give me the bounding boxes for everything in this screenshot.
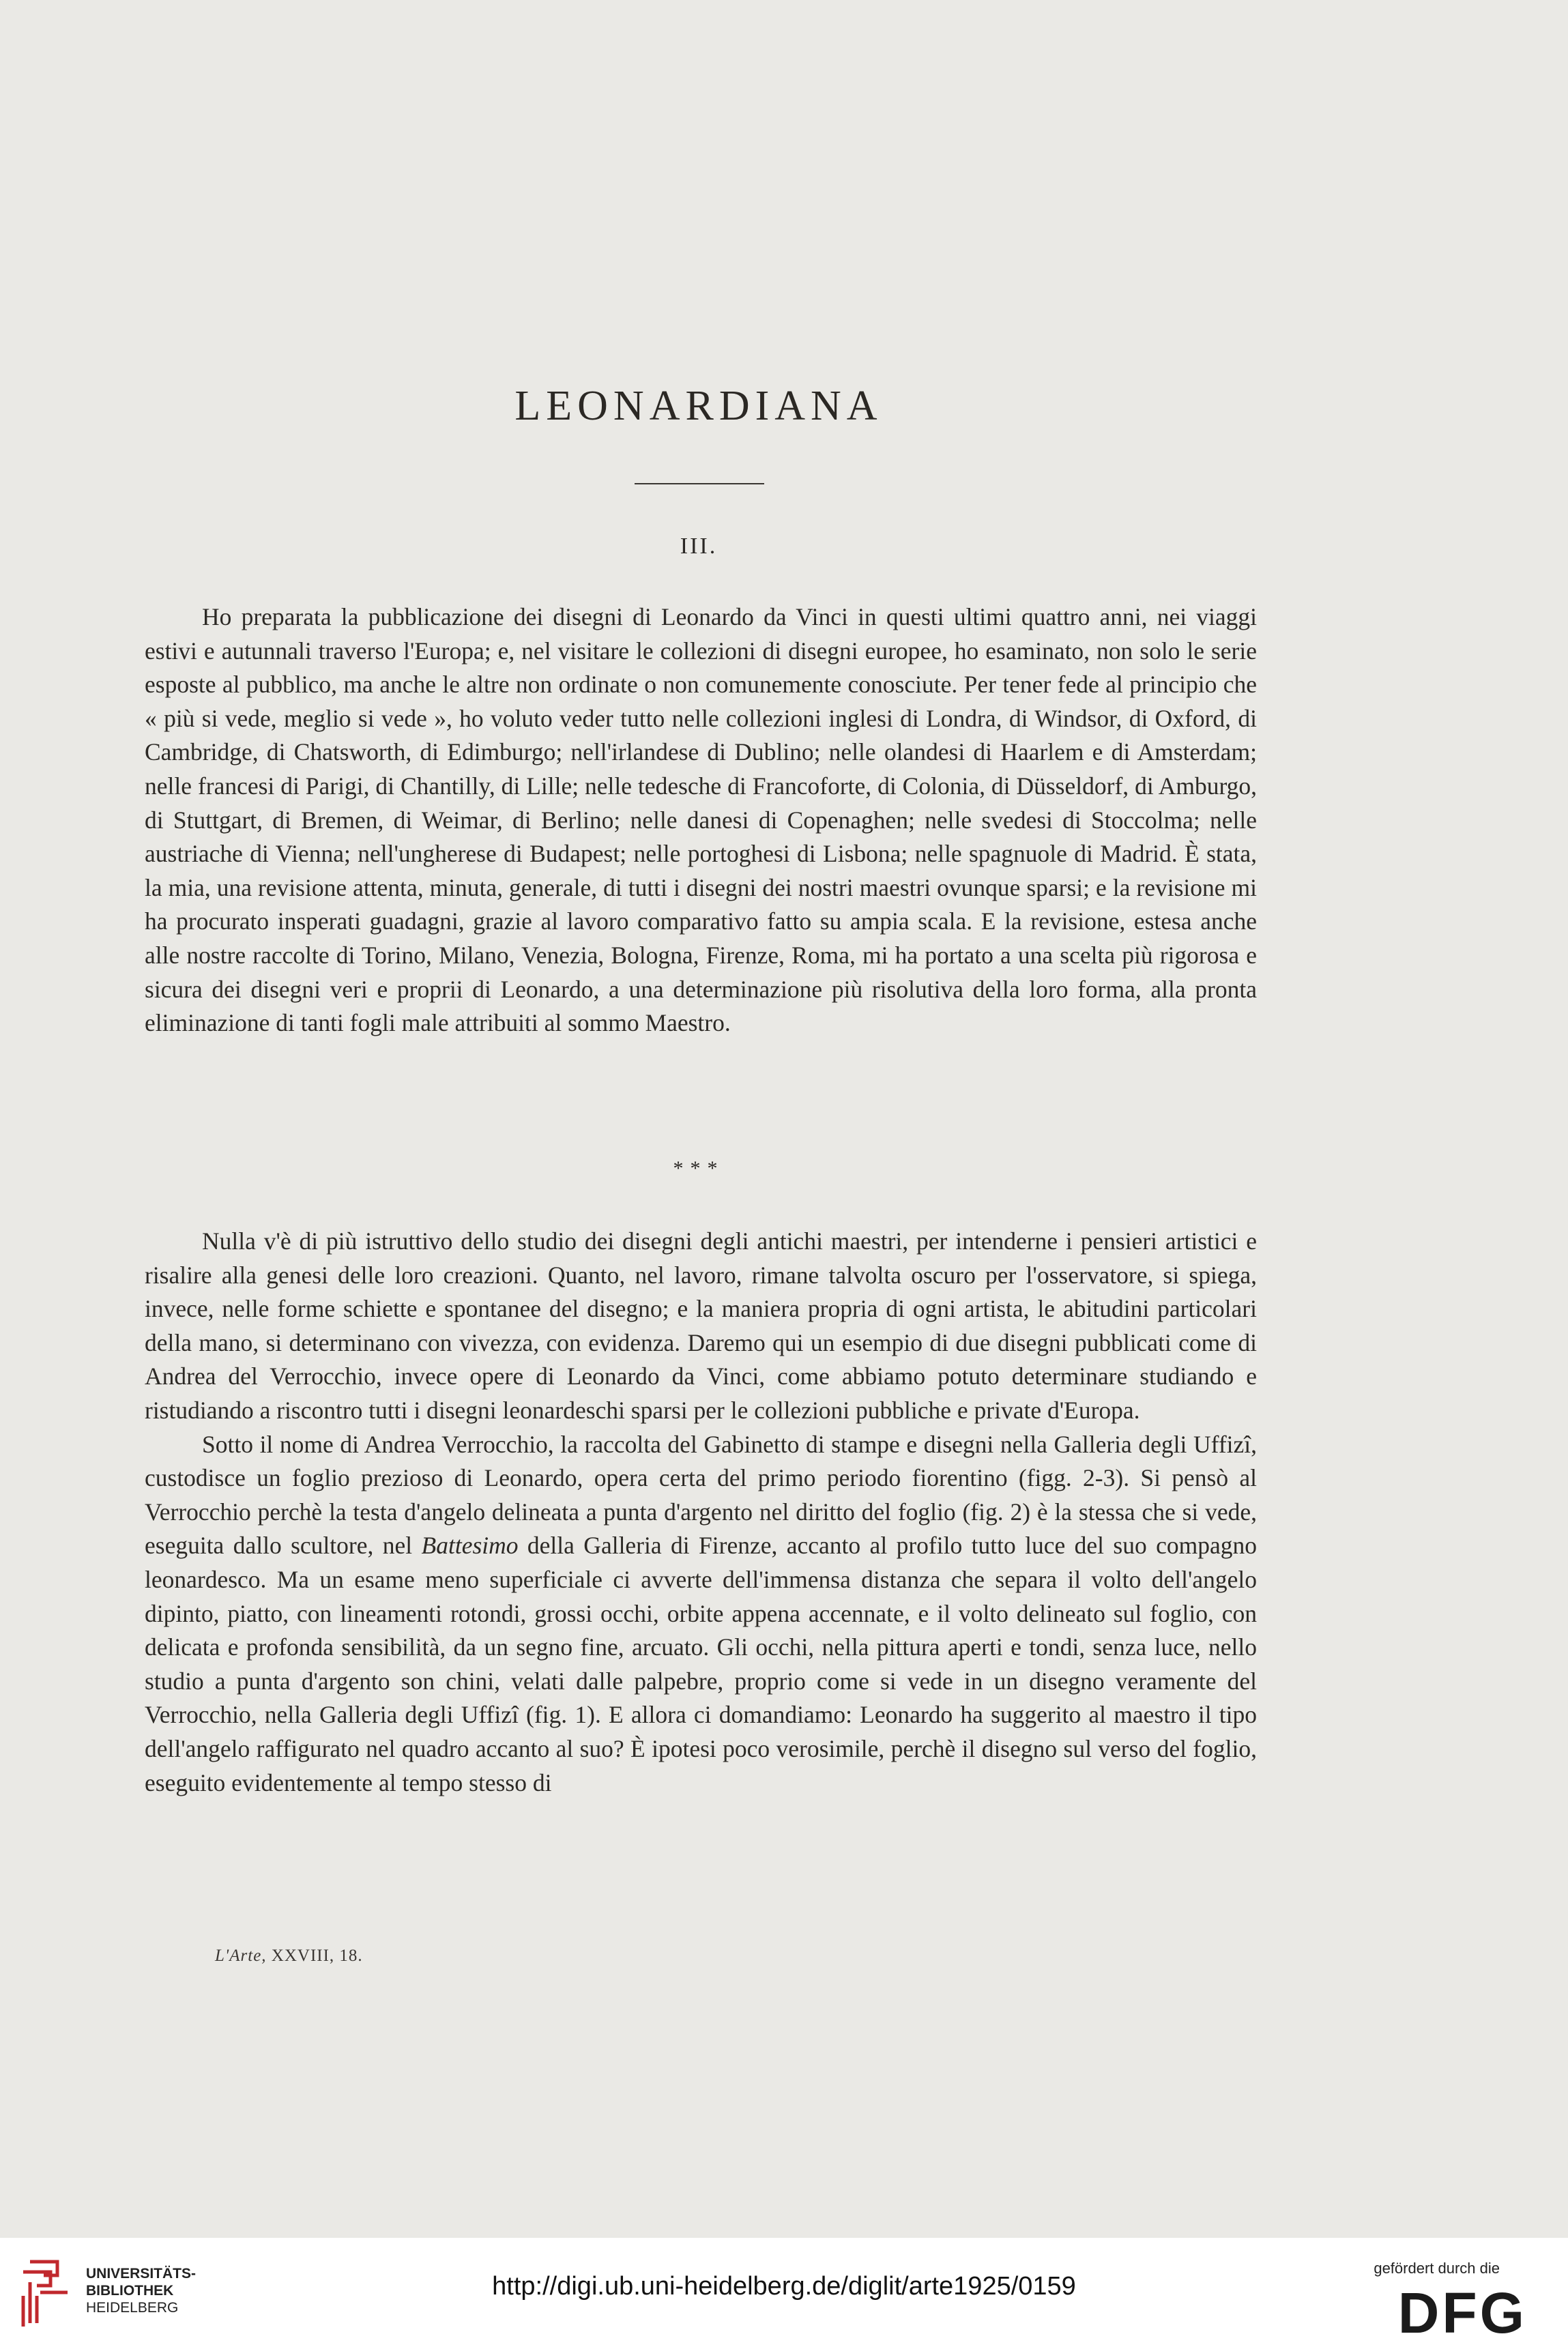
paragraph-text-part: Sotto il nome di Andrea Verrocchio, la raccolta del Gabinetto di stampe e disegni nella Galleria degli Uffizî, custodisce un foglio prezioso di Leonardo, opera certa del primo periodo fiorentino (figg. 2-3). Si pensò al Verrocchio perchè la testa d'angelo delineata a punta d'argento nel diritto del foglio (fig. 2) è la stessa che si vede, eseguita dallo scultore, nel [145, 1430, 1257, 1560]
library-line-1: UNIVERSITÄTS- [86, 2266, 197, 2282]
body-paragraph-1 [145, 600, 1257, 1040]
library-line-2: BIBLIOTHEK [86, 2283, 174, 2299]
page-footer-reference [215, 1947, 363, 1966]
section-separator: *** [673, 1157, 725, 1180]
title-rule [635, 483, 764, 484]
section-number: III. [680, 534, 718, 559]
volume-ref: XXVIII, 18. [266, 1947, 363, 1965]
paragraph-text-part: della Galleria di Firenze, accanto al profilo tutto luce del suo compagno leonardesco. Ma un esame meno superficiale ci avverte dell'immensa distanza che separa il volto dell'angelo dipinto, piatto, con lineamenti rotondi, grossi occhi, orbite appena accennate, e il volto delineato sul foglio, con delicata e profonda sensibilità, da un segno fine, arcuato. Gli occhi, nella pittura aperti e tondi, senza luce, nello studio a punta d'argento son chini, velati dalle palpebre, proprio come si vede in un disegno veramente del Verrocchio, nella Galleria degli Uffizî (fig. 1). E allora ci domandiamo: Leonardo ha suggerito al maestro il tipo dell'angelo raffigurato nel quadro accanto al suo? È ipotesi poco verosimile, perchè il disegno sul verso del foglio, eseguito evidentemente al tempo stesso di [145, 1532, 1257, 1796]
body-paragraphs-2 [145, 1225, 1257, 1800]
article-title: LEONARDIANA [514, 383, 883, 429]
funded-by-label: gefördert durch die [1374, 2260, 1500, 2277]
paragraph-text: Nulla v'è di più istruttivo dello studio dei disegni degli antichi maestri, per intenderne i pensieri artistici e risalire alla genesi delle loro creazioni. Quanto, nel lavoro, rimane talvolta oscuro per l'osservatore, si spiega, invece, nelle forme schiette e spontanee del disegno; e la maniera propria di ogni artista, le abitudini particolari della mano, si determinano con vivezza, con evidenza. Daremo qui un esempio di due disegni pubblicati come di Andrea del Verrocchio, invece opere di Leonardo da Vinci, come abbiamo potuto determinare studiando e ristudiando a riscontro tutti i disegni leonardeschi sparsi per le collezioni pubbliche e private d'Europa. [145, 1227, 1257, 1424]
journal-name: L'Arte, [215, 1947, 267, 1965]
italic-title: Battesimo [421, 1532, 519, 1560]
digitization-url-link[interactable]: http://digi.ub.uni-heidelberg.de/diglit/arte1925/0159 [492, 2272, 1076, 2301]
library-line-3: HEIDELBERG [86, 2300, 179, 2316]
paragraph-text [145, 1428, 1257, 1801]
dfg-logo-icon: DFG [1397, 2281, 1527, 2345]
paragraph-text: Ho preparata la pubblicazione dei disegni di Leonardo da Vinci in questi ultimi quattro anni, nei viaggi estivi e autunnali traverso l'Europa; e, nel visitare le collezioni di disegni europee, ho esaminato, non solo le serie esposte al pubblico, ma anche le altre non ordinate o non comunemente conosciute. Per tener fede al principio che « più si vede, meglio si vede », ho voluto veder tutto nelle collezioni inglesi di Londra, di Windsor, di Oxford, di Cambridge, di Chatsworth, di Edimburgo; nell'irlandese di Dublino; nelle olandesi di Haarlem e di Amsterdam; nelle francesi di Parigi, di Chantilly, di Lille; nelle tedesche di Francoforte, di Colonia, di Düsseldorf, di Amburgo, di Stuttgart, di Bremen, di Weimar, di Berlino; nelle danesi di Copenaghen; nelle svedesi di Stoccolma; nelle austriache di Vienna; nell'ungherese di Budapest; nelle portoghesi di Lisbona; nelle spagnuole di Madrid. È stata, la mia, una revisione attenta, minuta, generale, di tutti i disegni dei nostri maestri ovunque sparsi; e la revisione mi ha procurato insperati guadagni, grazie al lavoro comparativo fatto su ampia scala. E la revisione, estesa anche alle nostre raccolte di Torino, Milano, Venezia, Bologna, Firenze, Roma, mi ha portato a una scelta più rigorosa e sicura dei disegni veri e proprii di Leonardo, a una determinazione più risolutiva della loro forma, alla pronta eliminazione di tanti fogli male attribuiti al sommo Maestro. [145, 603, 1257, 1037]
